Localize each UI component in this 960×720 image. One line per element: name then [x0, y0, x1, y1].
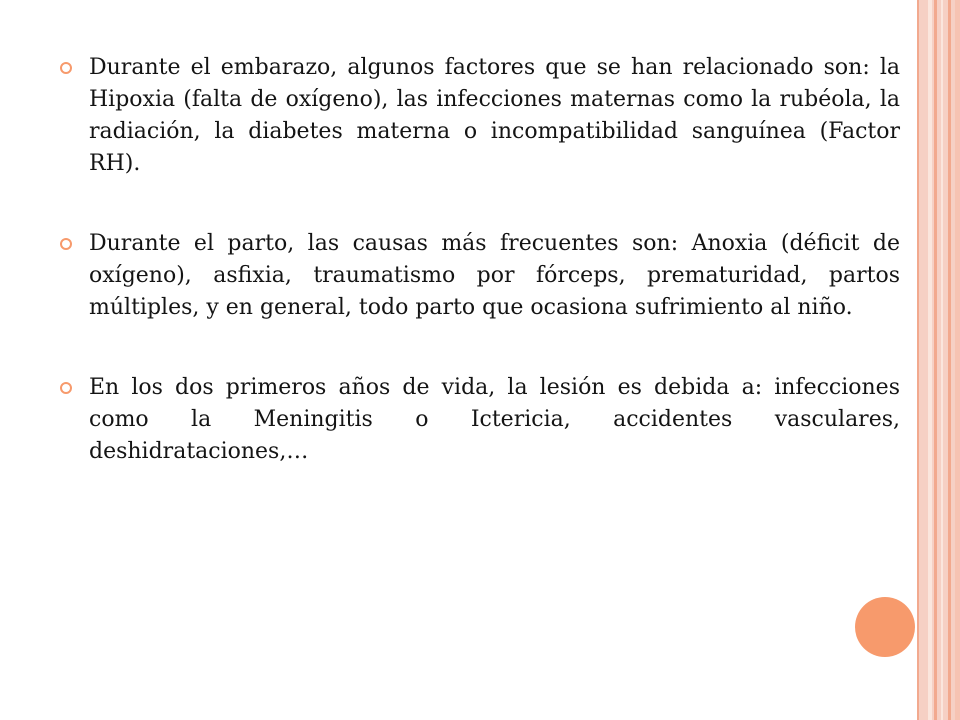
decorative-stripe	[917, 0, 919, 720]
bullet-list	[60, 52, 900, 468]
bullet-text: En los dos primeros años de vida, la lesión es debida a: infecciones como la Meningitis o Ictericia, accidentes vasculares, deshidrataciones,…	[89, 375, 900, 464]
decorative-stripe	[948, 0, 951, 720]
decorative-stripe-band	[917, 0, 960, 720]
accent-circle-icon	[855, 597, 915, 657]
circle-outline-icon	[60, 62, 72, 74]
bullet-item-birth	[60, 228, 900, 324]
bullet-item-pregnancy	[60, 52, 900, 180]
decorative-stripe	[941, 0, 943, 720]
bullet-text: Durante el parto, las causas más frecuentes son: Anoxia (déficit de oxígeno), asfixia, traumatismo por fórceps, prematuridad, partos múltiples, y en general, todo parto que ocasiona sufrimiento al niño.	[89, 231, 900, 320]
decorative-stripe	[928, 0, 932, 720]
bullet-text: Durante el embarazo, algunos factores que se han relacionado son: la Hipoxia (falta de oxígeno), las infecciones maternas como la rubéola, la radiación, la diabetes materna o incompatibilidad sanguínea (Factor RH).	[89, 55, 900, 176]
circle-outline-icon	[60, 382, 72, 394]
bullet-item-early-years	[60, 372, 900, 468]
decorative-stripe	[955, 0, 960, 720]
decorative-stripe	[934, 0, 937, 720]
circle-outline-icon	[60, 238, 72, 250]
